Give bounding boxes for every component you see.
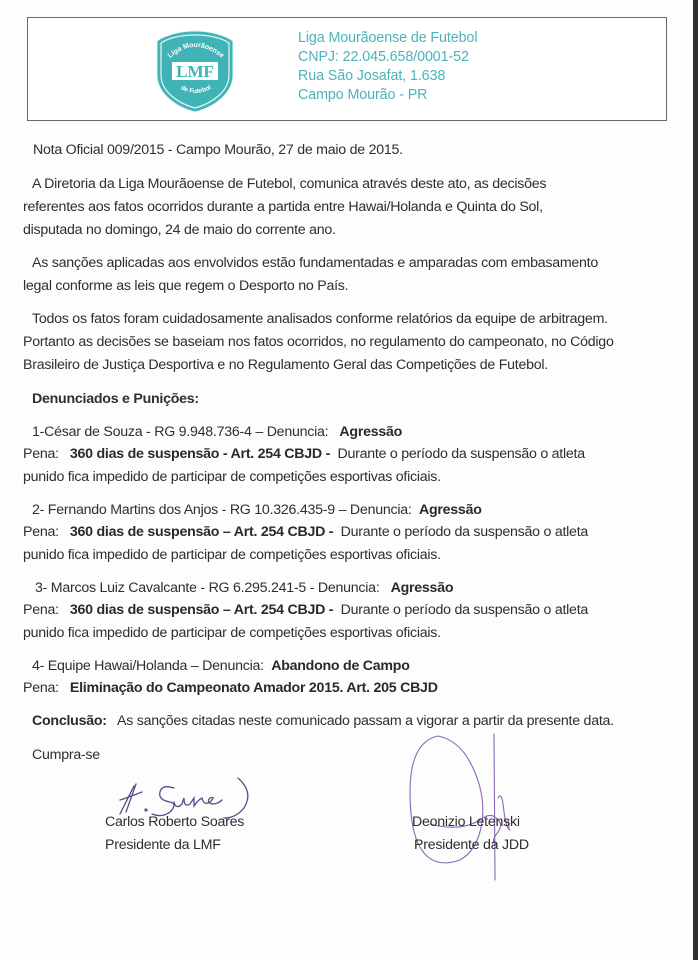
item-1-penalty-bold: 360 dias de suspensão - Art. 254 CBJD - xyxy=(69,446,331,462)
item-2-penalty-bold: 360 dias de suspensão – Art. 254 CBJD - xyxy=(69,524,334,540)
signature-1-title: Presidente da LMF xyxy=(105,837,221,853)
item-3-penalty xyxy=(23,599,588,622)
item-3-accused xyxy=(35,577,453,600)
item-2-penalty-label: Pena: xyxy=(23,524,59,540)
conclusion-label: Conclusão: xyxy=(32,713,107,729)
paragraph-3-line-2: Portanto as decisões se baseiam nos fatos ocorridos, no regulamento do campeonato, no Código xyxy=(23,334,614,350)
org-name: Liga Mourãoense de Futebol xyxy=(298,30,478,46)
paragraph-2-line-1: As sanções aplicadas aos envolvidos estão fundamentadas e amparadas com embasamento xyxy=(32,255,599,271)
paragraph-1-line-3: disputada no domingo, 24 de maio do corrente ano. xyxy=(23,222,336,238)
item-1-penalty xyxy=(23,443,585,466)
lmf-logo xyxy=(155,29,235,113)
item-1-note: punido fica impedido de participar de competições esportivas oficiais. xyxy=(23,469,441,485)
item-3-accused-text: 3- Marcos Luiz Cavalcante - RG 6.295.241-5 - Denuncia: xyxy=(35,580,380,596)
item-3-penalty-bold: 360 dias de suspensão – Art. 254 CBJD - xyxy=(69,602,334,618)
item-2-charge: Agressão xyxy=(418,502,482,518)
section-title: Denunciados e Punições: xyxy=(32,391,199,407)
signature-2-handwriting xyxy=(400,732,530,882)
scan-edge xyxy=(693,0,698,960)
item-1-penalty-rest: Durante o período da suspensão o atleta xyxy=(337,446,585,462)
conclusion xyxy=(32,710,614,733)
item-3-penalty-label: Pena: xyxy=(23,602,59,618)
item-1-accused xyxy=(32,421,402,444)
closing: Cumpra-se xyxy=(32,747,100,763)
org-city: Campo Mourão - PR xyxy=(298,87,428,103)
item-2-accused xyxy=(32,499,482,522)
conclusion-text: As sanções citadas neste comunicado passam a vigorar a partir da presente data. xyxy=(117,713,614,729)
item-4-accused xyxy=(32,655,410,678)
logo-bottom-text: de Futebol xyxy=(179,84,213,96)
org-cnpj: CNPJ: 22.045.658/0001-52 xyxy=(298,49,469,65)
logo-top-text: Liga Mourãoense xyxy=(166,41,225,60)
item-3-charge: Agressão xyxy=(390,580,454,596)
item-2-note: punido fica impedido de participar de competições esportivas oficiais. xyxy=(23,547,441,563)
signature-2-name: Deonizio Letenski xyxy=(412,814,520,830)
item-1-penalty-label: Pena: xyxy=(23,446,59,462)
paragraph-2-line-2: legal conforme as leis que regem o Desporto no País. xyxy=(23,278,349,294)
paragraph-3-line-1: Todos os fatos foram cuidadosamente analisados conforme relatórios da equipe de arbitragem. xyxy=(32,311,608,327)
item-4-charge: Abandono de Campo xyxy=(271,658,410,674)
item-4-penalty xyxy=(23,677,438,700)
document-heading: Nota Oficial 009/2015 - Campo Mourão, 27 de maio de 2015. xyxy=(33,142,403,158)
paragraph-3-line-3: Brasileiro de Justiça Desportiva e no Regulamento Geral das Competições de Futebol. xyxy=(23,357,548,373)
signature-2-title: Presidente da JDD xyxy=(414,837,529,853)
item-2-penalty xyxy=(23,521,588,544)
item-4-penalty-bold: Eliminação do Campeonato Amador 2015. Art. 205 CBJD xyxy=(69,680,438,696)
item-3-penalty-rest: Durante o período da suspensão o atleta xyxy=(340,602,589,618)
org-info xyxy=(298,29,477,105)
item-3-note: punido fica impedido de participar de competições esportivas oficiais. xyxy=(23,625,441,641)
org-address: Rua São Josafat, 1.638 xyxy=(298,68,446,84)
logo-center-text: LMF xyxy=(176,62,214,81)
item-4-accused-text: 4- Equipe Hawai/Holanda – Denuncia: xyxy=(32,658,264,674)
item-1-accused-text: 1-César de Souza - RG 9.948.736-4 – Denuncia: xyxy=(32,424,329,440)
item-2-accused-text: 2- Fernando Martins dos Anjos - RG 10.326.435-9 – Denuncia: xyxy=(32,502,412,518)
item-4-penalty-label: Pena: xyxy=(23,680,59,696)
letterhead xyxy=(27,17,667,121)
item-2-penalty-rest: Durante o período da suspensão o atleta xyxy=(340,524,589,540)
paragraph-1-line-1: A Diretoria da Liga Mourãoense de Futebol, comunica através deste ato, as decisões xyxy=(32,176,547,192)
item-1-charge: Agressão xyxy=(339,424,403,440)
paragraph-1-line-2: referentes aos fatos ocorridos durante a partida entre Hawai/Holanda e Quinta do Sol, xyxy=(23,199,543,215)
signature-1-name: Carlos Roberto Soares xyxy=(105,814,245,830)
